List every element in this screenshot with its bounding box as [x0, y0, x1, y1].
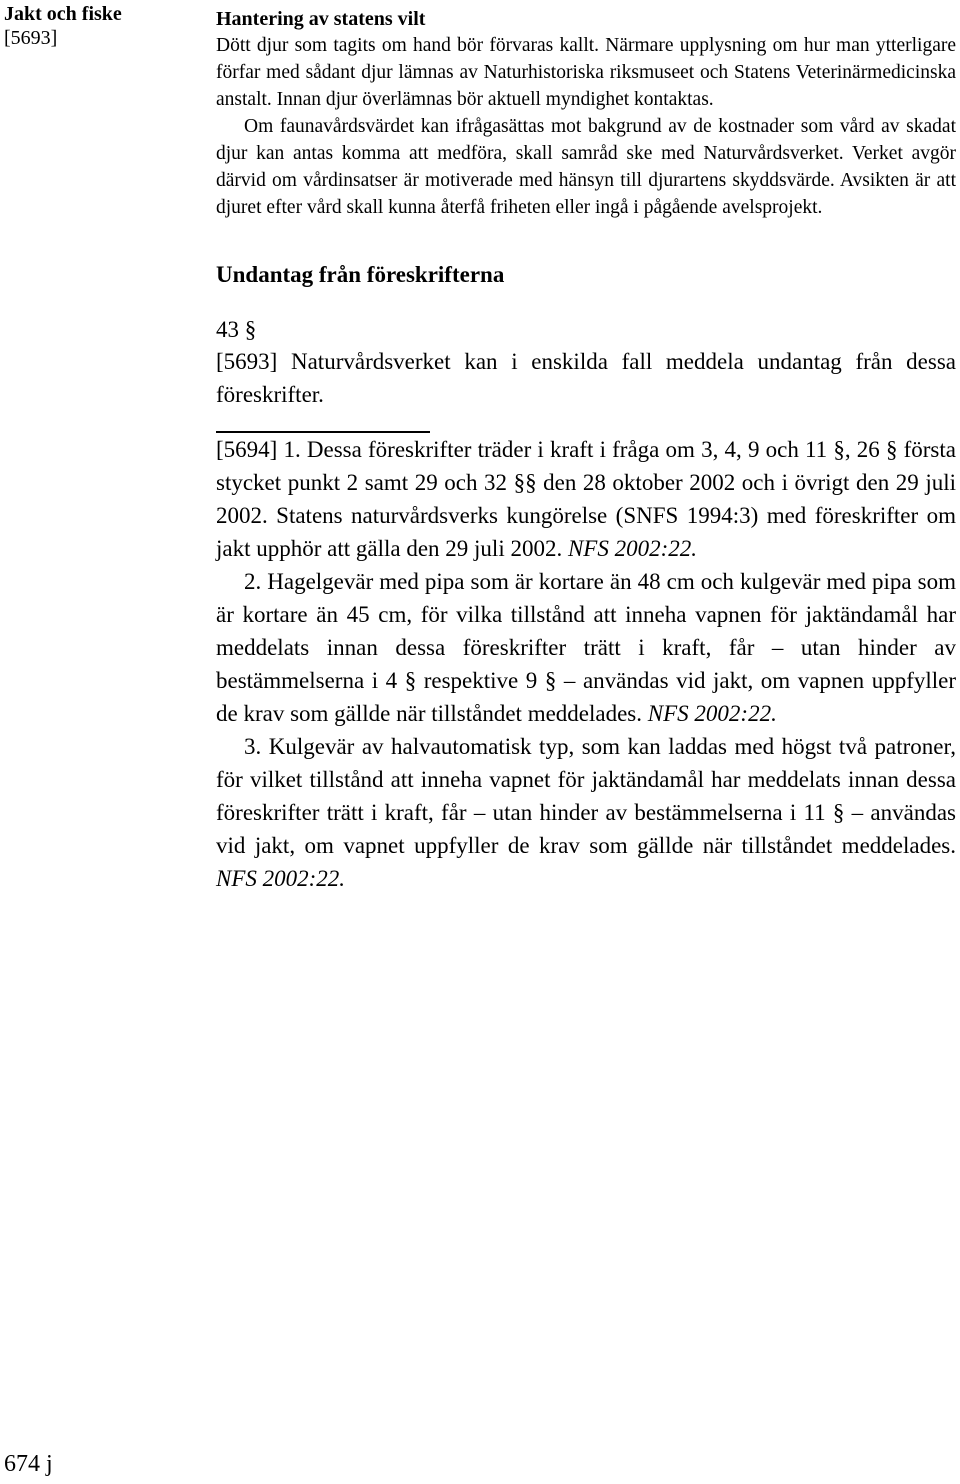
- paragraph-storage: Dött djur som tagits om hand bör förvaras kallt. Närmare upplysning om hur man ytterligare förfar med sådant djur lämnas av Naturhistoriska riksmuseet och Statens Veterinärmedicinska anstalt. Innan djur överlämnas bör aktuell myndighet kontaktas.: [216, 35, 956, 110]
- margin-title: Jakt och fiske: [4, 3, 122, 25]
- transitional-item-1-text: [5694] 1. Dessa föreskrifter träder i kraft i fråga om 3, 4, 9 och 11 §, 26 § första stycket punkt 2 samt 29 och 32 §§ den 28 oktober 2002 och i övrigt den 29 juli 2002. Statens naturvårdsverks kungörelse (SNFS 1994:3) med föreskrifter om jakt upphör att gälla den 29 juli 2002.: [216, 437, 956, 561]
- main-content: [216, 6, 956, 895]
- section-exemptions: [216, 315, 956, 895]
- margin-ref: [5693]: [4, 27, 58, 49]
- section-handling: [216, 6, 956, 221]
- paragraph-fauna-value: Om faunavårdsvärdet kan ifrågasättas mot bakgrund av de kostnader som vård av skadat djur kan antas komma att medföra, skall samråd ske med Naturvårdsverket. Verket avgör därvid om vårdinsatser är motiverade med hänsyn till djurartens skyddsvärde. Avsikten är att djuret efter vård skall kunna återfå friheten eller ingå i pågående avelsprojekt.: [216, 116, 956, 218]
- section-heading-handling: Hantering av statens vilt: [216, 8, 426, 30]
- transitional-item-2-ref: NFS 2002:22.: [647, 701, 777, 726]
- margin-note: [4, 2, 122, 50]
- paragraph-number: 43 §: [216, 317, 257, 342]
- paragraph-exemption-text: [5693] Naturvårdsverket kan i enskilda fall meddela undantag från dessa föreskrifter.: [216, 349, 956, 407]
- transitional-item-1: [216, 433, 956, 565]
- page-number: 674 j: [4, 1451, 53, 1477]
- transitional-item-3-text: 3. Kulgevär av halvautomatisk typ, som kan laddas med högst två patroner, för vilket tillstånd att inneha vapnet för jaktändamål har meddelats innan dessa föreskrifter trätt i kraft, får – utan hinder av bestämmelserna i 11 § – användas vid jakt, om vapnet uppfyller de krav som gällde när tillståndet meddelades.: [216, 734, 956, 858]
- transitional-item-3-ref: NFS 2002:22.: [216, 866, 346, 891]
- section-heading-exemptions: Undantag från föreskrifterna: [216, 262, 505, 287]
- transitional-item-2-text: 2. Hagelgevär med pipa som är kortare än 48 cm och kulgevär med pipa som är kortare än 45 cm, för vilka tillstånd att inneha vapnen för jaktändamål har meddelats innan dessa föreskrifter trätt i kraft, får – utan hinder av bestämmelserna i 4 § respektive 9 § – användas vid jakt, om vapnen uppfyller de krav som gällde när tillståndet meddelades.: [216, 569, 956, 726]
- transitional-item-1-ref: NFS 2002:22.: [567, 536, 698, 561]
- transitional-item-3: [216, 730, 956, 895]
- transitional-item-2: [216, 565, 956, 730]
